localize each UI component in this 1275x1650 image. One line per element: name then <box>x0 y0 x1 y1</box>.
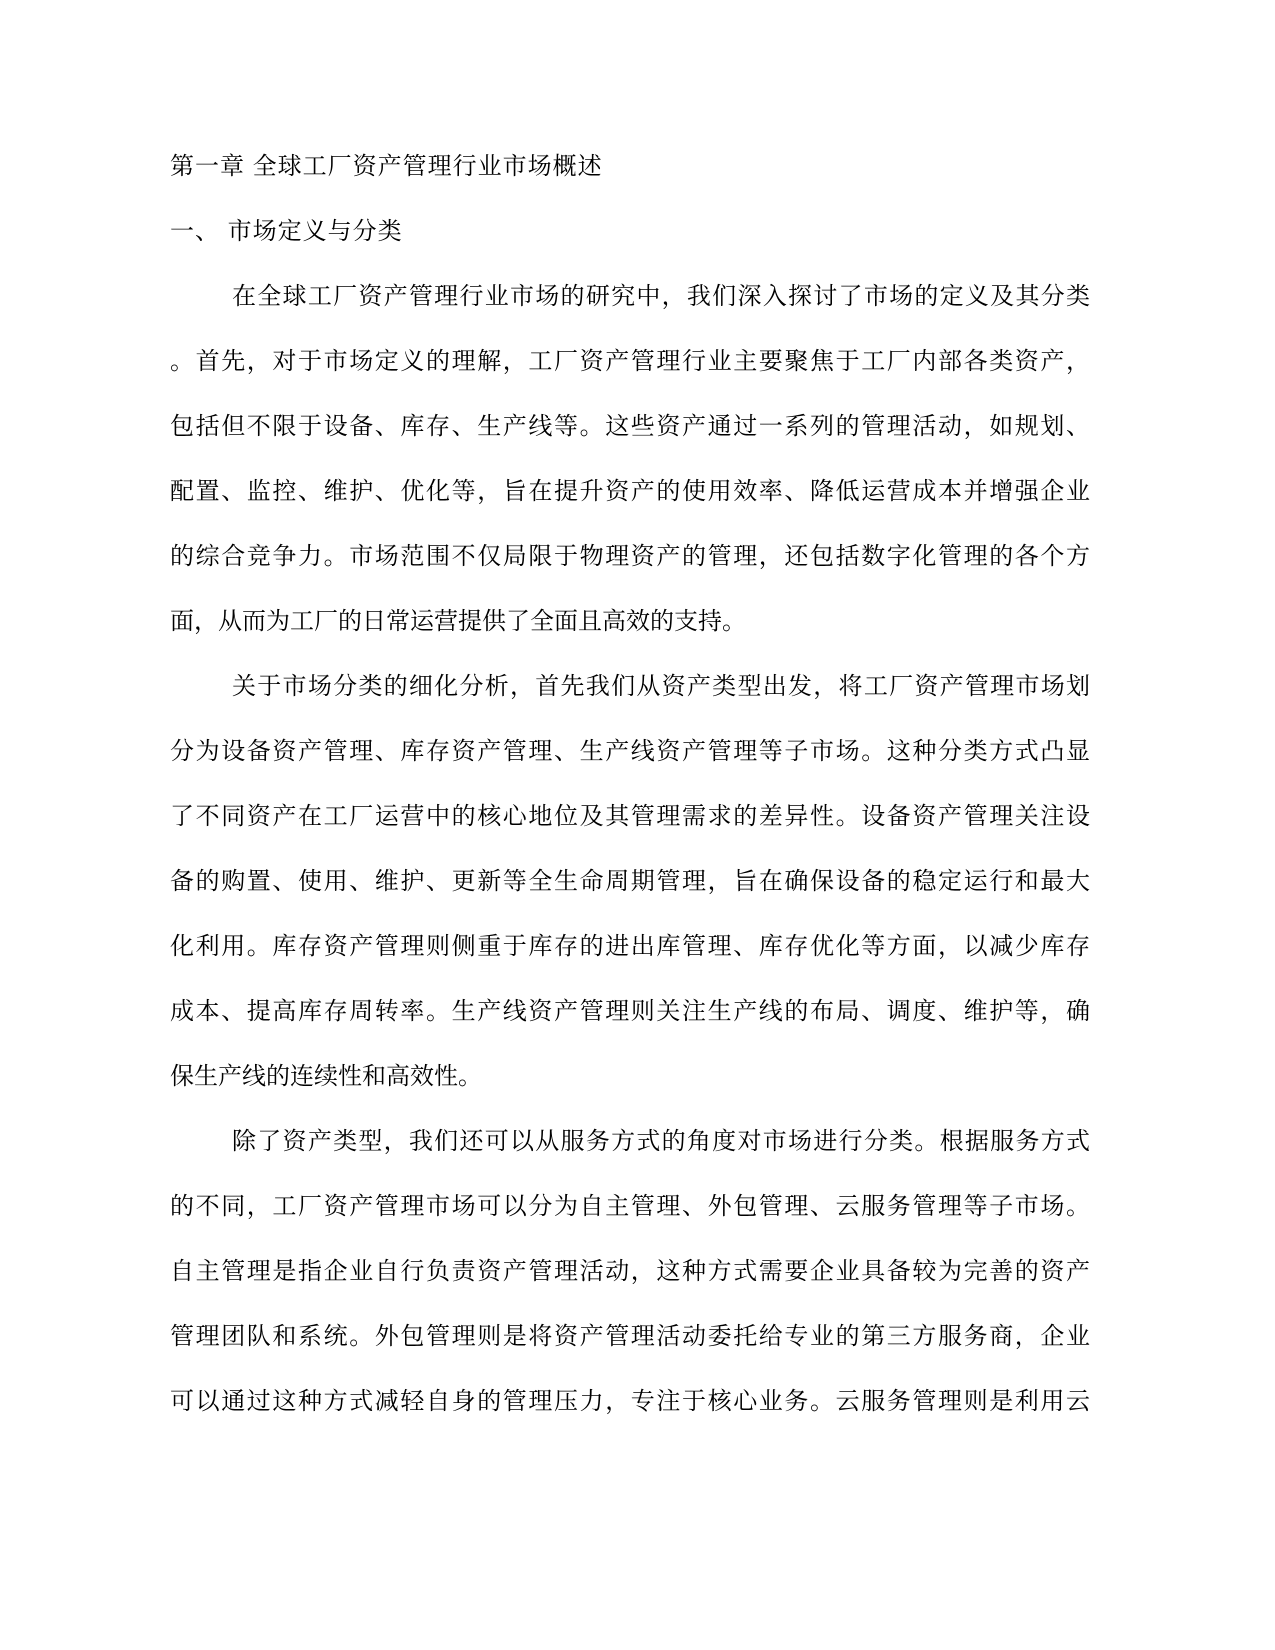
text-line: 备的购置、使用、维护、更新等全生命周期管理，旨在确保设备的稳定运行和最大 <box>170 868 1090 895</box>
text-line: 化利用。库存资产管理则侧重于库存的进出库管理、库存优化等方面，以减少库存 <box>170 933 1090 960</box>
text-line: 可以通过这种方式减轻自身的管理压力，专注于核心业务。云服务管理则是利用云 <box>170 1388 1090 1415</box>
text-line: 关于市场分类的细化分析，首先我们从资产类型出发，将工厂资产管理市场划 <box>232 673 1090 700</box>
paragraph <box>170 1109 1090 1434</box>
text-line: 的不同，工厂资产管理市场可以分为自主管理、外包管理、云服务管理等子市场。 <box>170 1193 1090 1220</box>
text-line: 管理团队和系统。外包管理则是将资产管理活动委托给专业的第三方服务商，企业 <box>170 1323 1090 1350</box>
text-line: 保生产线的连续性和高效性。 <box>170 1063 482 1090</box>
section-heading: 一、 市场定义与分类 <box>170 218 403 245</box>
text-line: 的综合竞争力。市场范围不仅局限于物理资产的管理，还包括数字化管理的各个方 <box>170 543 1090 570</box>
text-line: 配置、监控、维护、优化等，旨在提升资产的使用效率、降低运营成本并增强企业 <box>170 478 1090 505</box>
text-line: 自主管理是指企业自行负责资产管理活动，这种方式需要企业具备较为完善的资产 <box>170 1258 1090 1285</box>
text-line: 。首先，对于市场定义的理解，工厂资产管理行业主要聚焦于工厂内部各类资产， <box>170 348 1090 375</box>
paragraph <box>170 264 1090 654</box>
text-line: 成本、提高库存周转率。生产线资产管理则关注生产线的布局、调度、维护等，确 <box>170 998 1090 1025</box>
body-text <box>170 264 1090 1434</box>
text-line: 除了资产类型，我们还可以从服务方式的角度对市场进行分类。根据服务方式 <box>232 1128 1090 1155</box>
text-line: 在全球工厂资产管理行业市场的研究中，我们深入探讨了市场的定义及其分类 <box>232 283 1090 310</box>
chapter-title: 第一章 全球工厂资产管理行业市场概述 <box>170 153 603 180</box>
text-line: 了不同资产在工厂运营中的核心地位及其管理需求的差异性。设备资产管理关注设 <box>170 803 1090 830</box>
paragraph <box>170 654 1090 1109</box>
text-line: 包括但不限于设备、库存、生产线等。这些资产通过一系列的管理活动，如规划、 <box>170 413 1090 440</box>
text-line: 面，从而为工厂的日常运营提供了全面且高效的支持。 <box>170 608 746 635</box>
text-line: 分为设备资产管理、库存资产管理、生产线资产管理等子市场。这种分类方式凸显 <box>170 738 1090 765</box>
